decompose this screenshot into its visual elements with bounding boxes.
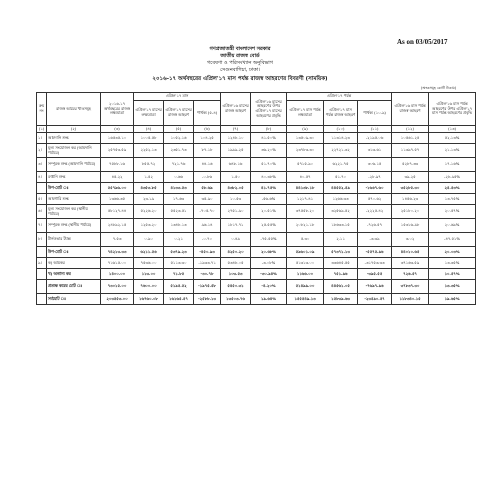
table-cell: ১৬১৬৫.৫৭ [164, 294, 194, 305]
table-cell: ৪৪.১৬ [194, 158, 221, 172]
table-cell: ৯৬.১৪ [194, 219, 221, 233]
table-cell: -৩৯৫.৫৫ [358, 269, 392, 280]
table-cell: ১৬৫৩৫.১০ [101, 133, 134, 144]
table-cell: ১০৪.২৫ [194, 133, 221, 144]
column-number-row [37, 126, 476, 133]
row-serial: ২। [37, 144, 47, 158]
table-cell: -৫৫৭৫.৯৬ [358, 247, 392, 258]
row-label: সম্পূরক শুল্ক (আমদানি পর্যায়ে) [47, 158, 101, 172]
table-cell: ৫৮১২৭.৪৪ [101, 205, 134, 219]
table-cell: ১০০৫.৫৮ [134, 133, 164, 144]
table-cell: ৭১.৮৫ [164, 269, 194, 280]
row-label: টার্নওভার ট্যাক্স [47, 233, 101, 247]
table-cell: -১৯৩৩.৭১ [194, 258, 221, 269]
row-serial [37, 269, 47, 280]
col-month-target: এপ্রিল'১৭ মাসের লক্ষ্যমাত্রা [134, 101, 164, 126]
table-cell: ৫২৮৭.৩৩ [392, 158, 429, 172]
table-cell: ২৪৮৯২.১৫ [101, 219, 134, 233]
table-row [37, 247, 476, 258]
table-cell: ২০.৬৮% [251, 247, 287, 258]
table-cell: ১০.৫৭% [429, 269, 476, 280]
table-cell: ০.৯০ [134, 233, 164, 247]
table-cell: ২৩৭৮৩.৩০ [287, 144, 324, 158]
table-cell: ১৬৭৬০.০৮ [134, 294, 164, 305]
table-cell: ৩২৫৬৯.৫২ [324, 205, 358, 219]
table-cell: ৫২.১৩% [429, 133, 476, 144]
table-cell: ২.১১ [324, 233, 358, 247]
table-cell: ১৪০০.০০ [101, 269, 134, 280]
table-cell: ১.৫২ [134, 172, 164, 183]
table-cell: ১৯.৬৪% [251, 294, 287, 305]
table-cell: ৮৫৫.৭২ [134, 158, 164, 172]
table-cell: ১৩৪৮.১৩ [164, 219, 194, 233]
table-cell: ৫৪৫০.৩১ [221, 280, 251, 294]
column-number: (৯) [287, 126, 324, 133]
table-cell: ৩৯.২৫ [392, 172, 429, 183]
row-serial [37, 247, 47, 258]
table-cell: ১৩.৩৫% [429, 258, 476, 269]
table-cell: ২০.০৩% [429, 247, 476, 258]
row-serial: ৯। [37, 258, 47, 269]
table-cell: ৭১৬১৫.০০ [101, 258, 134, 269]
table-cell: ১৫৫৫৪৯.১৩ [287, 294, 324, 305]
table-cell: ৪৪০১০.৬৫ [392, 247, 429, 258]
table-row [37, 294, 476, 305]
column-number: (২) [47, 126, 101, 133]
table-cell: ১১৩.০০ [134, 269, 164, 280]
col-month-diff: পার্থক্য (৫-৪) [194, 101, 221, 126]
table-cell: -৩.৩৯ [358, 233, 392, 247]
table-cell: ১৭.১৬% [429, 158, 476, 172]
table-cell: ১৩৫০৩.৭৬ [221, 294, 251, 305]
table-cell: ৭৫৮৮.১৬ [101, 158, 134, 172]
table-row [37, 194, 476, 205]
row-label: প্রত্যক্ষ করের মোট ঃ [47, 280, 101, 294]
table-cell: -৪.২০% [251, 280, 287, 294]
table-cell: ৪০.৩৮% [251, 172, 287, 183]
group-upto-april: এপ্রিল'১৭ পর্যন্ত [287, 93, 392, 101]
table-cell: ৫২২৬.২০ [134, 205, 164, 219]
table-cell: ১৫৩১৬.৯৮ [392, 219, 429, 233]
table-cell: -৩০.৯৪% [251, 269, 287, 280]
table-cell: ৫১৯৫.৫২ [164, 280, 194, 294]
col-cum-prev: এপ্রিল'১৬ মাস পর্যন্ত রাজস্ব আহরণ [392, 93, 429, 126]
column-number: (১৩) [429, 126, 476, 133]
wing-name: গবেষণা ও পরিসংখ্যান অনুবিভাগ [207, 60, 273, 66]
row-serial: ৫। [37, 194, 47, 205]
table-cell: -২৫৮৮.১৩ [194, 294, 221, 305]
table-row [37, 158, 476, 172]
table-cell: ৬২২১.৭৫ [324, 158, 358, 172]
table-cell: ৫৮.৬৯ [194, 183, 221, 194]
table-cell: ৩৭৫৫৮.২০ [287, 205, 324, 219]
table-cell: ৩৭৮৩৭.৩০ [392, 280, 429, 294]
table-cell: ৪৫.২২ [101, 172, 134, 183]
table-cell: ৫৭১৫.৯০ [287, 158, 324, 172]
row-label: আমদানি শুল্ক [47, 133, 101, 144]
revenue-table [36, 92, 476, 305]
table-cell: ৩.০২ [392, 233, 429, 247]
table-cell: ০.২১ [164, 233, 194, 247]
row-serial [37, 294, 47, 305]
board-name: জাতীয় রাজস্ব বোর্ড [220, 53, 260, 59]
row-serial: ৮। [37, 233, 47, 247]
table-cell: ২০.৫১% [251, 205, 287, 219]
table-cell: ১.৫০ [221, 172, 251, 183]
table-cell: ২৩.১৯ [134, 194, 164, 205]
table-cell: -৭৬৯৭.৯৬ [358, 280, 392, 294]
table-cell: ৭২৬.৫৭ [392, 269, 429, 280]
table-cell: ৪৪৫৫২.৫৯ [324, 183, 358, 194]
table-cell: ৭২১.৭৬ [164, 158, 194, 172]
col-month-collection: এপ্রিল'১৭ মাসের রাজস্ব আহরণ [164, 101, 194, 126]
table-cell: ২২৭২১.৩২ [324, 144, 358, 158]
table-cell: ৫৯৬০১.০৯ [287, 247, 324, 258]
col-source: রাজস্ব আয়ের খাতসমূহ [47, 93, 101, 126]
row-serial: ৬। [37, 205, 47, 219]
table-cell: ১১৩১৪.২৩ [324, 133, 358, 144]
row-serial: ১। [37, 133, 47, 144]
table-cell: ৫১৩১৩.০০ [287, 258, 324, 269]
table-cell: ৬২১১.৫৬ [134, 247, 164, 258]
table-cell: ১৮১৭.৭১ [221, 219, 251, 233]
table-row [37, 219, 476, 233]
table-cell: ১২৫৩.২০ [134, 219, 164, 233]
table-cell: ৫.৩০ [287, 233, 324, 247]
table-cell: ১৯৯৯.২৫ [221, 144, 251, 158]
column-number: (১০) [324, 126, 358, 133]
table-cell: ২০.৫৭% [429, 205, 476, 219]
column-number: (৮) [251, 126, 287, 133]
table-cell: -১৯৭৫.৫৮ [194, 280, 221, 294]
table-cell: ৩৫.৯০ [194, 194, 221, 205]
table-cell: ৫৩৪৮.০৫ [221, 258, 251, 269]
table-cell: ৫১.৭০% [251, 158, 287, 172]
table-cell: ২০৩৫৫৩.০০ [101, 294, 134, 305]
table-row [37, 144, 476, 158]
row-label: উপ-মোট ঃ [47, 247, 101, 258]
table-row [37, 269, 476, 280]
column-number: (১) [37, 126, 47, 133]
table-cell: -৩১৭৫৩.৩৩ [358, 258, 392, 269]
column-number: (১১) [358, 126, 392, 133]
table-cell: ৩৩৬৪৫.৫৫ [324, 258, 358, 269]
table-cell: ৪৪১৩৮.১৮ [287, 183, 324, 194]
table-row [37, 183, 476, 194]
table-row [37, 280, 476, 294]
table-cell: ১০.৫৩ [221, 194, 251, 205]
row-label: আবগারি শুল্ক [47, 194, 101, 205]
table-cell: ২৫.৫৫% [251, 219, 287, 233]
col-cum-target: এপ্রিল'১৭ মাস পর্যন্ত লক্ষ্যমাত্রা [287, 101, 324, 126]
table-cell: -৭২৬.৫৭ [358, 219, 392, 233]
table-row [37, 258, 476, 269]
row-label: সর্বমোট ঃ [47, 294, 101, 305]
col-month-growth: এপ্রিল'১৬ মাসের আহরণের উপর এপ্রিল'১৭ মাসের আহরণের প্রবৃদ্ধি [251, 93, 287, 126]
as-on-date: As on 03/05/2017 [397, 38, 448, 46]
table-cell: -৪৭.৫১% [429, 233, 476, 247]
row-serial: ৭। [37, 219, 47, 233]
table-cell: ৪১.৫০% [251, 133, 287, 144]
table-cell: ১২৬৬.৩৩ [324, 194, 358, 205]
table-cell: ৫৭০.৬২ [358, 194, 392, 205]
table-cell: ১৫৮৩৯.৬৩ [324, 294, 358, 305]
table-cell: ৩০৬.১৫ [358, 158, 392, 172]
table-cell: ১৩.৩৫% [429, 280, 476, 294]
govt-name: গণপ্রজাতন্ত্রী বাংলাদেশ সরকার [209, 46, 271, 52]
row-label: খ) অন্যান্য কর [47, 269, 101, 280]
table-cell: -২৮.৯৫% [429, 172, 476, 183]
table-cell: -১৬৬৭.৬০ [358, 183, 392, 194]
table-cell: ২৫.৫৩% [429, 183, 476, 194]
table-cell: ৪১৩৩.৫৩ [164, 183, 194, 194]
table-cell: ১৭.৬৩ [164, 194, 194, 205]
table-cell: ৭৪২১৩.৩৩ [101, 247, 134, 258]
table-cell: ১২৪৮.১০ [221, 133, 251, 144]
table-cell: -২৩৫৯০.৫৭ [358, 294, 392, 305]
column-number: (৩) [101, 126, 134, 133]
table-cell: ৫৫৭৯৬.০০ [101, 183, 134, 194]
table-cell: ৩৬.২০% [251, 144, 287, 158]
table-cell: ৪৩৮২.০৫ [221, 183, 251, 194]
table-cell: ৫১৪৯৯.০০ [287, 280, 324, 294]
col-cum-collection: এপ্রিল'১৭ মাস পর্যন্ত রাজস্ব আহরণ [324, 101, 358, 126]
table-cell: ৫৫২৩.৫১ [164, 205, 194, 219]
row-serial [37, 183, 47, 194]
table-cell: ৪৪৫৬১.০৫ [324, 280, 358, 294]
table-cell: ৫৭৩৭১.১৩ [324, 247, 358, 258]
table-cell: ১৩.৭৫% [429, 194, 476, 205]
table-cell: ২১.১৩% [429, 144, 476, 158]
table-cell: -৭৫.৫৫% [251, 233, 287, 247]
table-cell: ১৩৫০৯.৩০ [287, 133, 324, 144]
table-cell: ৩১৩.৬১ [358, 144, 392, 158]
table-cell: ১০৫২.১৬ [164, 133, 194, 144]
col-month-prev: এপ্রিল'১৬ মাসের রাজস্ব আহরণ [221, 93, 251, 126]
table-cell: ২০৮২১.১৮ [287, 219, 324, 233]
table-cell: ৭৬০০.০০ [134, 280, 164, 294]
table-cell: -২৮.৯৭ [358, 172, 392, 183]
table-cell: ৬৪৮.১৬ [221, 158, 251, 172]
table-cell: -৭০৫.৭০ [194, 205, 221, 219]
row-serial: ৩। [37, 158, 47, 172]
table-cell: ৭৩০১৫.০০ [101, 280, 134, 294]
column-number: (৬) [194, 126, 221, 133]
column-number: (১২) [392, 126, 429, 133]
table-cell: ১৪৫৬.২৩ [392, 194, 429, 205]
table-cell: ৪২৫০.২০ [221, 247, 251, 258]
row-label: মূল্য সংযোজন কর (স্থানীয় পর্যায়ে) [47, 205, 101, 219]
table-body [37, 126, 476, 305]
table-cell: -২১৯৫.০৬ [358, 133, 392, 144]
row-serial [37, 280, 47, 294]
unit-note: (অংকসমূহ কোটি টাকায়) [421, 86, 457, 90]
col-sl: ক্রম নং [37, 93, 47, 126]
table-row [37, 205, 476, 219]
table-cell: ১১৬৬.০০ [287, 269, 324, 280]
row-serial: ৪। [37, 172, 47, 183]
table-cell: -৩.০৮% [251, 258, 287, 269]
table-cell: ৪৩৫৩.৮৫ [134, 183, 164, 194]
table-cell: ৩৭১৬৩.৫৯ [392, 258, 429, 269]
table-cell: ২৫১৮০.২০ [392, 205, 429, 219]
col-cum-growth: এপ্রিল'১৬ মাস পর্যন্ত আহরণের উপর এপ্রিল'১৭ মাস পর্যন্ত আহরণের প্রবৃদ্ধি [429, 93, 476, 126]
table-cell: ২০.৬৯% [429, 219, 476, 233]
row-label: মূল্য সংযোজন কর (আমদানি পর্যায়ে) [47, 144, 101, 158]
column-number: (৭) [221, 126, 251, 133]
group-header-row [37, 93, 476, 101]
table-cell: ১৩৬৬.৩৫ [101, 194, 134, 205]
address: সেগুনবাগিচা, ঢাকা। [219, 67, 261, 73]
row-label: সম্পূরক শুল্ক (স্থানীয় পর্যায়ে) [47, 219, 101, 233]
table-cell: ১২১৭.৪১ [287, 194, 324, 205]
table-cell: ৫৩৭৯.২৩ [164, 247, 194, 258]
table-cell: ৫১১৩.৩০ [164, 258, 194, 269]
table-cell: ২৫৭৫৩.৫৯ [101, 144, 134, 158]
table-cell: ১১৮৩৪০.১৫ [392, 294, 429, 305]
table-row [37, 233, 476, 247]
table-cell: ১৮৬৩৩.১৫ [324, 219, 358, 233]
table-row [37, 172, 476, 183]
table-cell: -০.৮৬ [194, 172, 221, 183]
table-cell: ১১৩৯৭.৫৭ [392, 144, 429, 158]
table-cell: ৭৫৩৬.০০ [134, 258, 164, 269]
table-cell: -৩০.৭৮ [194, 269, 221, 280]
table-cell: ০.৪৯ [221, 233, 251, 247]
row-label: রপ্তানি শুল্ক [47, 172, 101, 183]
column-number: (৫) [164, 126, 194, 133]
table-cell: -৪৫০.৯৩ [194, 247, 221, 258]
table-cell: ৭৫১.৯৬ [324, 269, 358, 280]
row-label: ক) আয়কর [47, 258, 101, 269]
table-cell: -০.৭০ [194, 233, 221, 247]
table-row [37, 133, 476, 144]
table-cell: ৮৭.১৮ [194, 144, 221, 158]
table-cell: ১৯.৬৫% [429, 294, 476, 305]
col-annual-target: ২০১৬-১৭ অর্থবছরের রাজস্ব লক্ষ্যমাত্রা [101, 93, 134, 126]
group-april: এপ্রিল'১৭ মাস [134, 93, 221, 101]
table-cell: ৪১.৭৫% [251, 183, 287, 194]
table-cell: ৫১.৭০ [324, 172, 358, 183]
report-title: ২০১৬-১৭ অর্থবছরের এপ্রিল'১৭ মাস পর্যন্ত রাজস্ব আহরণের বিবরণী (সাময়িক) [152, 76, 328, 82]
table-cell: ৩৫২৮৫.৩০ [392, 183, 429, 194]
table-cell: ২৭৫১.৯০ [221, 205, 251, 219]
table-cell: ৪০.৫৭ [287, 172, 324, 183]
table-cell: ০.৬৬ [164, 172, 194, 183]
table-cell: -৫৬.৬% [251, 194, 287, 205]
table-cell: ৭.৫৩ [101, 233, 134, 247]
table-cell: ১০৫৬১.২৫ [392, 133, 429, 144]
col-cum-diff: পার্থক্য (১০-৯) [358, 101, 392, 126]
table-cell: -২২২৫.৪২ [358, 205, 392, 219]
row-label: উপ-মোট ঃ [47, 183, 101, 194]
table-cell: ২৩৫১.৭৩ [164, 144, 194, 158]
table-cell: ১০৩.৫৩ [221, 269, 251, 280]
table-cell: ২২৫২.১৩ [134, 144, 164, 158]
column-number: (৪) [134, 126, 164, 133]
